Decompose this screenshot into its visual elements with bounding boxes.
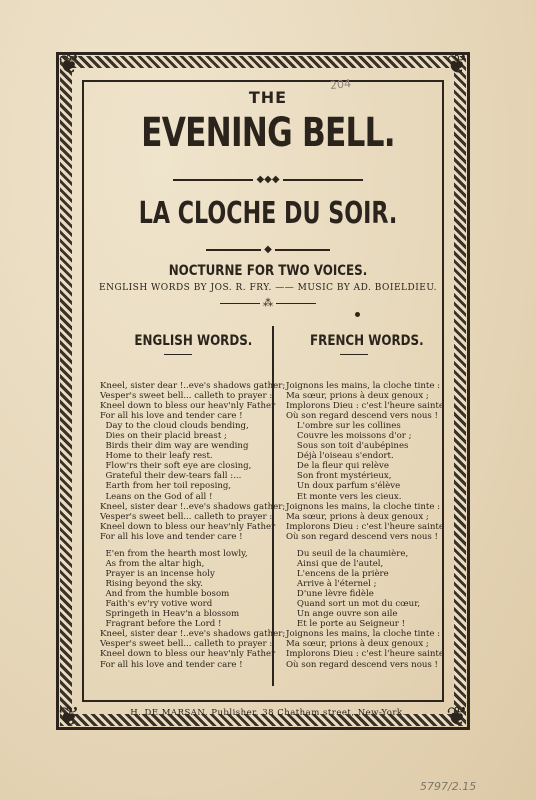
verse-line: Joignons les mains, la cloche tinte :	[286, 381, 441, 391]
verse-line: Birds their dim way are wending	[100, 441, 249, 452]
verse-line: Ma sœur, prions à deux genoux ;	[286, 639, 429, 650]
french-verse-2	[286, 549, 444, 670]
verse-line: Prayer is an incense holy	[100, 569, 215, 580]
ornament-divider: ◆	[0, 244, 536, 255]
ink-dot	[355, 312, 360, 317]
verse-line: Grateful their dew-tears fall :...	[100, 471, 242, 482]
verse-line: Leans on the God of all !	[100, 491, 213, 502]
verse-line: Kneel, sister dear !..eve's shadows gather;	[100, 501, 286, 512]
verse-line: L'ombre sur les collines	[286, 421, 401, 432]
heading-rule	[340, 354, 368, 355]
verse-line: For all his love and tender care !	[100, 411, 243, 422]
subtitle: NOCTURNE FOR TWO VOICES.	[168, 263, 368, 279]
verse-line: Vesper's sweet bell... calleth to prayer :	[100, 511, 273, 522]
page-title: EVENING BELL.	[141, 110, 395, 156]
verse-line: Dies on their placid breast ;	[100, 431, 227, 442]
verse-line: Implorons Dieu : c'est l'heure sainte	[286, 649, 444, 660]
heading-rule	[164, 354, 192, 355]
verse-line: D'une lèvre fidèle	[286, 589, 374, 600]
verse-line: Arrive à l'éternel ;	[286, 579, 377, 590]
verse-line: Kneel down to bless our heav'nly Father	[100, 521, 276, 532]
verse-line: Déjà l'oiseau s'endort.	[286, 451, 394, 462]
verse-line: Du seuil de la chaumière,	[286, 549, 409, 559]
verse-line: E'en from the hearth most lowly,	[100, 549, 248, 559]
english-verse-2	[100, 549, 285, 670]
verse-line: Un doux parfum s'élève	[286, 481, 401, 492]
verse-line: Ma sœur, prions à deux genoux ;	[286, 391, 429, 402]
pencil-note: 204	[329, 76, 352, 93]
verse-line: Son front mystérieux,	[286, 471, 392, 482]
corner-ornament-icon: ❦	[446, 702, 468, 732]
verse-line: Kneel, sister dear !..eve's shadows gather;	[100, 629, 286, 640]
ornament-divider: ◆◆◆	[0, 174, 536, 185]
verse-line: For all his love and tender care !	[100, 659, 243, 670]
corner-ornament-icon: ❦	[58, 702, 80, 732]
verse-line: Implorons Dieu : c'est l'heure sainte	[286, 401, 444, 412]
catalog-number: 5797/2.15	[420, 780, 477, 793]
verse-line: Où son regard descend vers nous !	[286, 411, 439, 422]
credits-line: ENGLISH WORDS BY JOS. R. FRY. —— MUSIC BY AD. BOIELDIEU.	[99, 283, 437, 293]
verse-line: Day to the cloud clouds bending,	[100, 421, 249, 432]
verse-line: Vesper's sweet bell... calleth to prayer :	[100, 639, 273, 650]
verse-line: Couvre les moissons d'or ;	[286, 431, 412, 442]
verse-line: Joignons les mains, la cloche tinte :	[286, 501, 441, 512]
verse-line: Joignons les mains, la cloche tinte :	[286, 629, 441, 640]
verse-line: Home to their leafy rest.	[100, 451, 213, 462]
verse-line: Ma sœur, prions à deux genoux ;	[286, 511, 429, 522]
verse-line: Un ange ouvre son aile	[286, 609, 398, 620]
english-heading: ENGLISH WORDS.	[134, 333, 253, 349]
verse-line: Où son regard descend vers nous !	[286, 659, 439, 670]
verse-line: Faith's ev'ry votive word	[100, 599, 213, 610]
corner-ornament-icon: ❦	[58, 50, 80, 80]
french-verse-1	[286, 381, 444, 542]
verse-line: Et monte vers les cieux.	[286, 491, 402, 502]
verse-line: Kneel down to bless our heav'nly Father	[100, 649, 276, 660]
verse-line: Implorons Dieu : c'est l'heure sainte	[286, 521, 444, 532]
verse-line: For all his love and tender care !	[100, 531, 243, 542]
verse-line: Quand sort un mot du cœur,	[286, 599, 421, 610]
verse-line: As from the altar high,	[100, 559, 205, 570]
verse-line: Kneel down to bless our heav'nly Father	[100, 401, 276, 412]
ornament-divider: ⁂	[0, 298, 536, 309]
title-article: THE	[248, 88, 288, 107]
verse-line: Earth from her toil reposing,	[100, 481, 232, 492]
verse-line: Rising beyond the sky.	[100, 579, 203, 590]
verse-line: Où son regard descend vers nous !	[286, 531, 439, 542]
verse-line: De la fleur qui relève	[286, 461, 389, 472]
verse-line: Springeth in Heav'n a blossom	[100, 609, 240, 620]
verse-line: And from the humble bosom	[100, 589, 230, 600]
verse-line: Et le porte au Seigneur !	[286, 619, 406, 630]
verse-line: Kneel, sister dear !..eve's shadows gather;	[100, 381, 286, 391]
publisher-imprint: H. DE MARSAN, Publisher, 38 Chatham street, New-York.	[130, 708, 406, 718]
verse-line: Sous son toit d'aubépines	[286, 441, 409, 452]
verse-line: Ainsi que de l'autel,	[286, 559, 384, 570]
verse-line: Vesper's sweet bell... calleth to prayer :	[100, 391, 273, 402]
verse-line: Flow'rs their soft eye are closing,	[100, 461, 252, 472]
french-title: LA CLOCHE DU SOIR.	[138, 196, 398, 231]
french-heading: FRENCH WORDS.	[310, 333, 424, 349]
corner-ornament-icon: ❦	[446, 50, 468, 80]
verse-line: L'encens de la prière	[286, 569, 389, 580]
english-verse-1	[100, 381, 285, 542]
verse-line: Fragrant before the Lord !	[100, 619, 222, 630]
